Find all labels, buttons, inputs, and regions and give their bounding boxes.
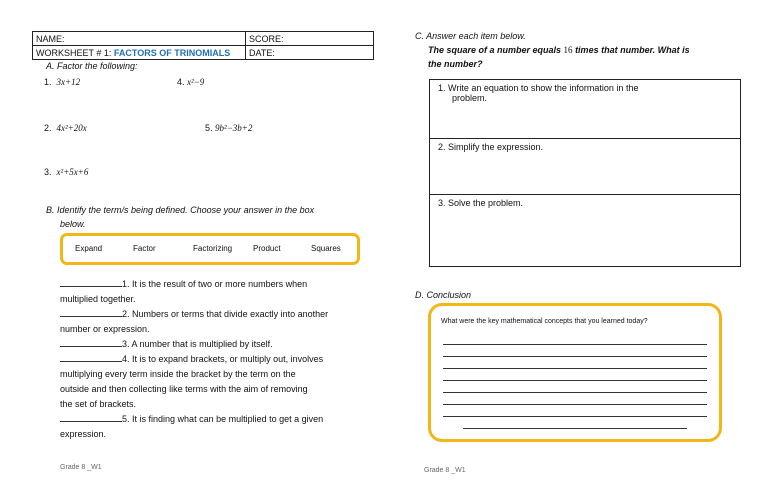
b-item-4-cont: the set of brackets. <box>60 399 137 409</box>
name-field[interactable]: NAME: <box>33 32 246 46</box>
header-table <box>32 31 374 60</box>
item-a1: 1. 3x+12 <box>44 77 81 87</box>
b-item-2-cont: number or expression. <box>60 324 150 334</box>
answer-row-3[interactable]: 3. Solve the problem. <box>430 195 741 267</box>
b-item-5: 5. It is finding what can be multiplied to get a given <box>60 412 370 427</box>
b-item-1: 1. It is the result of two or more numbers when <box>60 277 370 292</box>
section-b-title-cont: below. <box>60 219 86 229</box>
answer-blank[interactable] <box>60 308 122 317</box>
writing-line[interactable] <box>443 356 707 357</box>
writing-line[interactable] <box>443 368 707 369</box>
answer-row-2[interactable]: 2. Simplify the expression. <box>430 139 741 195</box>
section-b-items <box>60 277 370 442</box>
term-expand: Expand <box>75 244 103 253</box>
b-item-4-cont: outside and then collecting like terms with the aim of removing <box>60 384 308 394</box>
b-item-4: 4. It is to expand brackets, or multiply out, involves <box>60 352 370 367</box>
footer-left: Grade 8 _W1 <box>60 464 102 471</box>
b-item-4-cont: multiplying every term inside the bracket by the term on the <box>60 369 296 379</box>
footer-right: Grade 8 _W1 <box>424 467 466 474</box>
conclusion-box <box>428 303 722 442</box>
b-item-5-cont: expression. <box>60 429 107 439</box>
section-d-title: D. Conclusion <box>415 290 472 300</box>
section-a-title: A. Factor the following: <box>46 61 138 71</box>
term-choices-box <box>60 233 360 265</box>
b-item-1-cont: multiplied together. <box>60 294 136 304</box>
answer-blank[interactable] <box>60 278 122 287</box>
section-c-title: C. Answer each item below. <box>415 31 526 41</box>
writing-line[interactable] <box>443 392 707 393</box>
conclusion-prompt: What were the key mathematical concepts that you learned today? <box>441 318 648 325</box>
answer-blank[interactable] <box>60 353 122 362</box>
answer-blank[interactable] <box>60 338 122 347</box>
date-field[interactable]: DATE: <box>246 46 374 60</box>
term-product: Product <box>253 244 281 253</box>
item-a4: 4. x²−9 <box>177 77 205 87</box>
answer-row-1[interactable]: 1. Write an equation to show the information in the problem. <box>430 80 741 139</box>
score-field[interactable]: SCORE: <box>246 32 374 46</box>
writing-line[interactable] <box>443 404 707 405</box>
answer-table <box>429 79 741 267</box>
section-b-title: B. Identify the term/s being defined. Choose your answer in the box <box>46 205 315 215</box>
item-a5: 5. 9b²−3b+2 <box>205 123 253 133</box>
item-a2: 2. 4x²+20x <box>44 123 87 133</box>
b-item-2: 2. Numbers or terms that divide exactly into another <box>60 307 370 322</box>
term-factor: Factor <box>133 244 156 253</box>
writing-line[interactable] <box>443 380 707 381</box>
problem-statement-cont: the number? <box>428 59 483 69</box>
worksheet-title: WORKSHEET # 1: FACTORS OF TRINOMIALS <box>33 46 246 60</box>
writing-line[interactable] <box>443 344 707 345</box>
answer-blank[interactable] <box>60 413 122 422</box>
b-item-3: 3. A number that is multiplied by itself. <box>60 337 370 352</box>
term-squares: Squares <box>311 244 341 253</box>
writing-line[interactable] <box>443 416 707 417</box>
problem-statement: The square of a number equals 16 times that number. What is <box>428 45 690 55</box>
writing-line[interactable] <box>463 428 687 429</box>
term-factorizing: Factorizing <box>193 244 233 253</box>
item-a3: 3. x²+5x+6 <box>44 167 89 177</box>
